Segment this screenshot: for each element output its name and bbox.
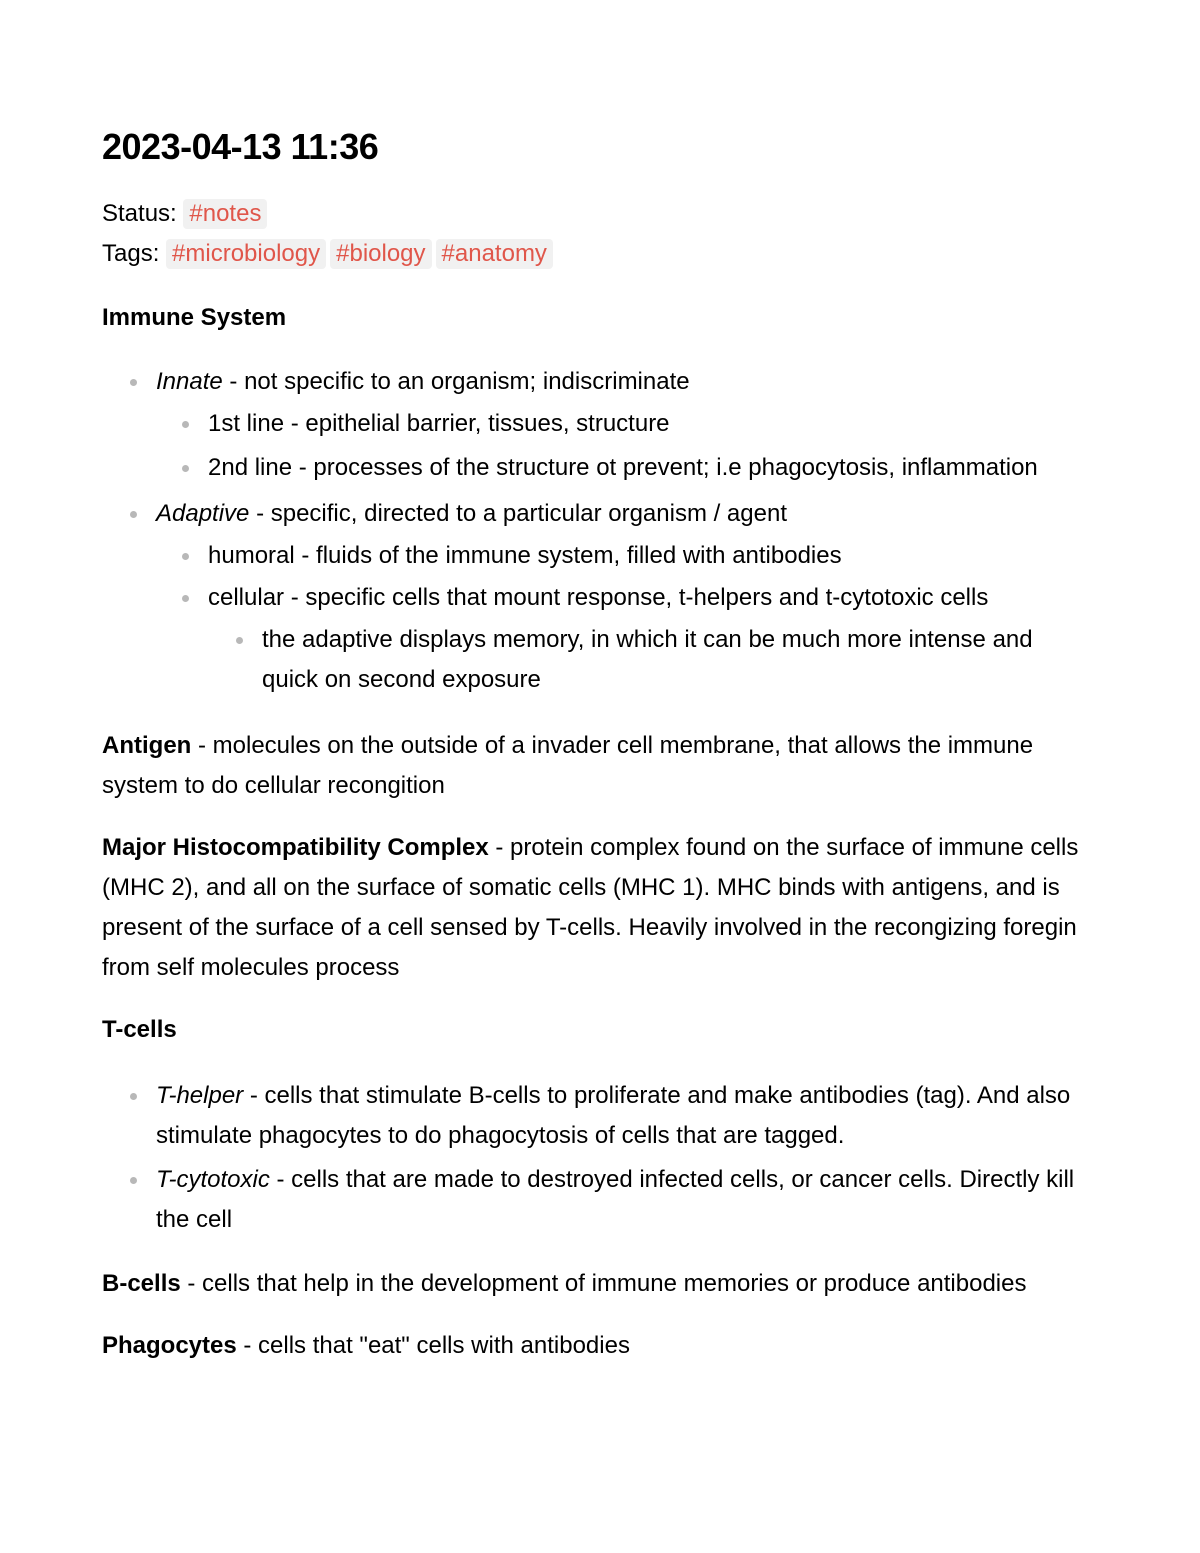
desc-antigen: - molecules on the outside of a invader cell membrane, that allows the immune system to do cellular recongition (102, 732, 1034, 799)
desc-t-cytotoxic: - cells that are made to destroyed infected cells, or cancer cells. Directly kill the cell (156, 1166, 1075, 1233)
humoral-text: humoral - fluids of the immune system, filled with antibodies (208, 542, 842, 569)
tags-label: Tags: (102, 240, 160, 267)
cellular-sublist (208, 620, 1092, 700)
tag-microbiology[interactable]: #microbiology (166, 239, 326, 269)
desc-t-helper: - cells that stimulate B-cells to proliferate and make antibodies (tag). And also stimulate phagocytes to do phagocytosis of cells that are tagged. (156, 1082, 1071, 1149)
paragraph-phagocytes (102, 1326, 1092, 1366)
desc-innate: - not specific to an organism; indiscriminate (222, 368, 690, 395)
list-item-t-cytotoxic (156, 1160, 1092, 1240)
desc-mhc: - protein complex found on the surface of immune cells (MHC 2), and all on the surface of somatic cells (MHC 1). MHC binds with antigens, and is present of the surface of a cell sensed by T-cells. Heavily involved in the recongizing foregin from self molecules process (102, 834, 1079, 981)
bullet-icon (130, 1093, 137, 1100)
first-line-text: 1st line - epithelial barrier, tissues, structure (208, 410, 670, 437)
list-item-t-helper (156, 1076, 1092, 1156)
bullet-icon (182, 421, 189, 428)
term-t-helper: T-helper (156, 1082, 244, 1109)
bullet-icon (182, 595, 189, 602)
bullet-icon (182, 553, 189, 560)
desc-b-cells: - cells that help in the development of immune memories or produce antibodies (180, 1270, 1027, 1297)
list-item-first-line (208, 404, 1092, 444)
paragraph-b-cells (102, 1264, 1092, 1304)
cellular-text: cellular - specific cells that mount response, t-helpers and t-cytotoxic cells (208, 584, 989, 611)
bullet-icon (236, 637, 243, 644)
note-body (102, 298, 1092, 1366)
second-line-text: 2nd line - processes of the structure ot prevent; i.e phagocytosis, inflammation (208, 454, 1038, 481)
list-item-second-line (208, 448, 1092, 488)
adaptive-sublist (156, 536, 1092, 700)
tag-biology[interactable]: #biology (330, 239, 431, 269)
immune-list (102, 362, 1092, 700)
section-heading-immune-system: Immune System (102, 304, 287, 331)
page-title: 2023-04-13 11:36 (102, 126, 379, 167)
desc-adaptive: - specific, directed to a particular organism / agent (249, 500, 787, 527)
list-item-adaptive (156, 494, 1092, 700)
status-row (102, 199, 271, 229)
status-label: Status: (102, 200, 177, 227)
innate-sublist (156, 404, 1092, 488)
bullet-icon (182, 465, 189, 472)
term-antigen: Antigen (102, 732, 192, 759)
paragraph-antigen (102, 726, 1092, 806)
bullet-icon (130, 379, 137, 386)
tags-row (102, 239, 557, 269)
paragraph-mhc (102, 828, 1092, 988)
term-adaptive: Adaptive (156, 500, 250, 527)
tag-anatomy[interactable]: #anatomy (436, 239, 553, 269)
term-phagocytes: Phagocytes (102, 1332, 237, 1359)
tag-notes[interactable]: #notes (183, 199, 267, 229)
term-t-cytotoxic: T-cytotoxic (156, 1166, 270, 1193)
list-item-cellular (208, 578, 1092, 700)
bullet-icon (130, 511, 137, 518)
term-b-cells: B-cells (102, 1270, 181, 1297)
list-item-memory (262, 620, 1092, 700)
term-innate: Innate (156, 368, 223, 395)
memory-text: the adaptive displays memory, in which it can be much more intense and quick on second exposure (262, 626, 1033, 693)
list-item-innate (156, 362, 1092, 488)
desc-phagocytes: - cells that "eat" cells with antibodies (236, 1332, 630, 1359)
term-mhc: Major Histocompatibility Complex (102, 834, 489, 861)
section-heading-t-cells: T-cells (102, 1016, 177, 1043)
bullet-icon (130, 1177, 137, 1184)
tcells-list (102, 1076, 1092, 1240)
list-item-humoral (208, 536, 1092, 576)
